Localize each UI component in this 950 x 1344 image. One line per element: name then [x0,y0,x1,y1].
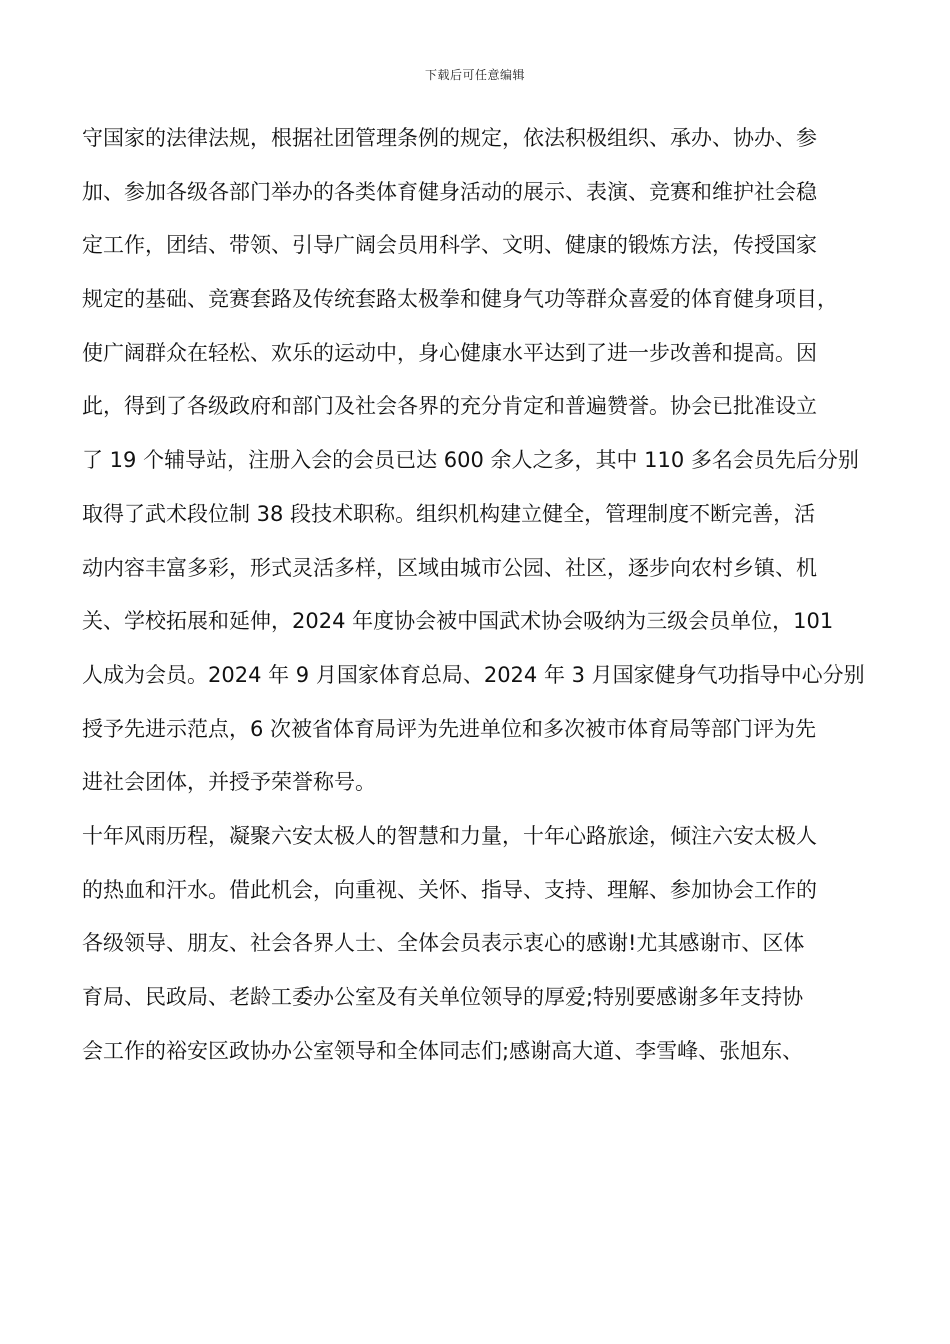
text-line: 会工作的裕安区政协办公室领导和全体同志们;感谢高大道、李雪峰、张旭东、 [82,1038,804,1063]
text-line: 育局、民政局、老龄工委办公室及有关单位领导的厚爱;特别要感谢多年支持协 [82,985,804,1009]
paragraph-2 [82,810,882,1078]
text-line: 守国家的法律法规，根据社团管理条例的规定，依法积极组织、承办、协办、参 [82,126,817,150]
document-body [82,112,882,1078]
text-line: 进社会团体，并授予荣誉称号。 [82,770,376,795]
text-line: 授予先进示范点，6 次被省体育局评为先进单位和多次被市体育局等部门评为先 [82,716,817,741]
paragraph-1 [82,112,882,810]
text-line: 人成为会员。2024 年 9 月国家体育总局、2024 年 3 月国家健身气功指导中心分别 [82,662,865,687]
text-line: 各级领导、朋友、社会各界人士、全体会员表示衷心的感谢!尤其感谢市、区体 [82,931,805,956]
text-line: 定工作，团结、带领、引导广阔会员用科学、文明、健康的锻炼方法，传授国家 [82,233,817,258]
text-line: 十年风雨历程，凝聚六安太极人的智慧和力量，十年心路旅途，倾注六安太极人 [82,823,817,848]
text-line: 动内容丰富多彩，形式灵活多样，区域由城市公园、社区，逐步向农村乡镇、机 [82,555,817,580]
text-line: 加、参加各级各部门举办的各类体育健身活动的展示、表演、竞赛和维护社会稳 [82,179,817,204]
page-header-note: 下载后可任意编辑 [424,68,525,82]
text-line: 规定的基础、竞赛套路及传统套路太极拳和健身气功等群众喜爱的体育健身项目， [82,287,838,312]
text-line: 使广阔群众在轻松、欢乐的运动中，身心健康水平达到了进一步改善和提高。因 [82,340,817,365]
text-line: 此，得到了各级政府和部门及社会各界的充分肯定和普遍赞誉。协会已批准设立 [82,394,817,419]
text-line: 的热血和汗水。借此机会，向重视、关怀、指导、支持、理解、参加协会工作的 [82,877,817,902]
text-line: 关、学校拓展和延伸，2024 年度协会被中国武术协会吸纳为三级会员单位，101 [82,609,834,634]
text-line: 了 19 个辅导站，注册入会的会员已达 600 余人之多，其中 110 多名会员先后分别 [82,448,859,473]
text-line: 取得了武术段位制 38 段技术职称。组织机构建立健全，管理制度不断完善，活 [82,501,816,526]
